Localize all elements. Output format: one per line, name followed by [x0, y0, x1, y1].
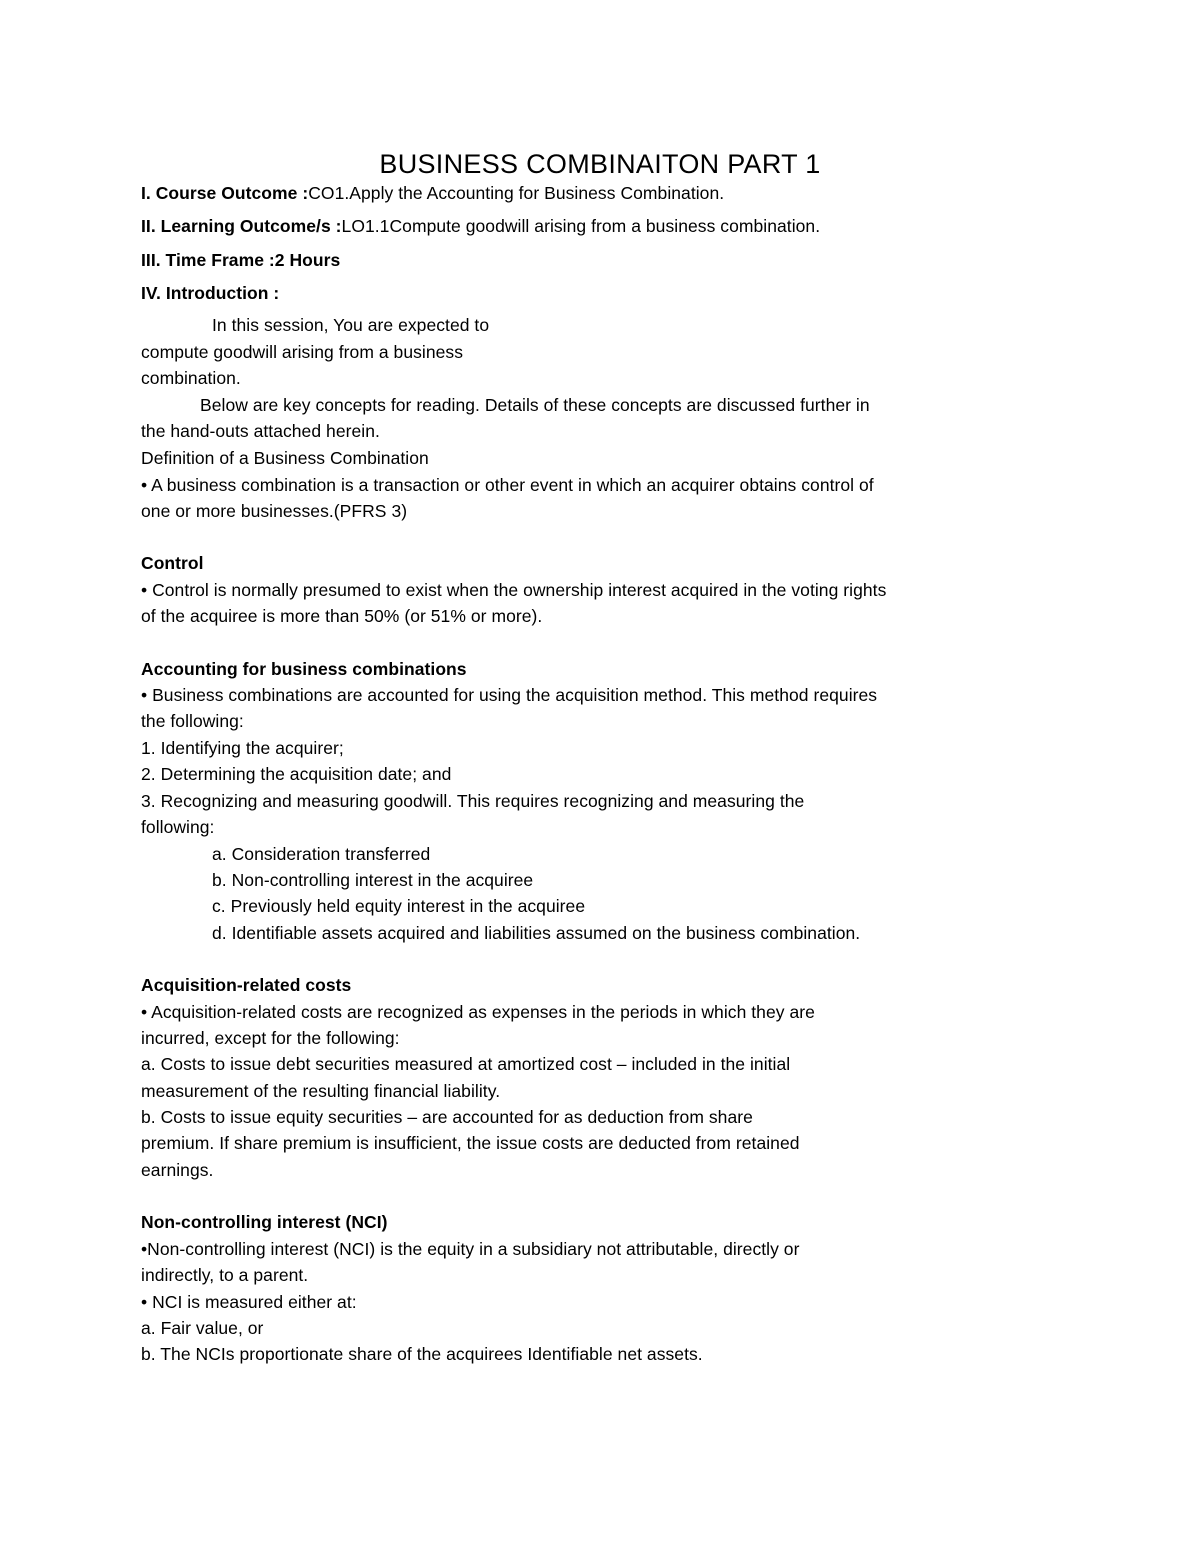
nci-line: •Non-controlling interest (NCI) is the equity in a subsidiary not attributable, directly or [141, 1239, 800, 1259]
nci-line: a. Fair value, or [141, 1318, 264, 1338]
acquisition-costs-line: measurement of the resulting financial liability. [141, 1081, 501, 1101]
acquisition-costs-line: b. Costs to issue equity securities – are accounted for as deduction from share [141, 1107, 753, 1127]
accounting-line: following: [141, 817, 215, 837]
course-outcome [141, 180, 724, 206]
acquisition-costs-line: a. Costs to issue debt securities measured at amortized cost – included in the initial [141, 1054, 791, 1074]
acquisition-costs-line: premium. If share premium is insufficient, the issue costs are deducted from retained [141, 1133, 800, 1153]
definition-heading: Definition of a Business Combination [141, 448, 429, 468]
control-line: of the acquiree is more than 50% (or 51% or more). [141, 606, 543, 626]
learning-outcome-text: LO1.1Compute goodwill arising from a business combination. [341, 216, 821, 236]
accounting-line: • Business combinations are accounted for using the acquisition method. This method requires [141, 685, 878, 705]
accounting-step: 2. Determining the acquisition date; and [141, 764, 452, 784]
course-outcome-text: CO1.Apply the Accounting for Business Combination. [308, 183, 725, 203]
nci-line: • NCI is measured either at: [141, 1292, 357, 1312]
accounting-line: the following: [141, 711, 244, 731]
accounting-sub-item: a. Consideration transferred [212, 844, 431, 864]
intro-line: Below are key concepts for reading. Details of these concepts are discussed further in [200, 395, 870, 415]
definition-line: • A business combination is a transaction or other event in which an acquirer obtains control of [141, 475, 874, 495]
acquisition-costs-line: • Acquisition-related costs are recognized as expenses in the periods in which they are [141, 1002, 815, 1022]
accounting-step: 3. Recognizing and measuring goodwill. This requires recognizing and measuring the [141, 791, 805, 811]
nci-line: b. The NCIs proportionate share of the acquirees Identifiable net assets. [141, 1344, 703, 1364]
accounting-step: 1. Identifying the acquirer; [141, 738, 344, 758]
document-title: BUSINESS COMBINAITON PART 1 [379, 149, 821, 179]
accounting-sub-item: c. Previously held equity interest in the acquiree [212, 896, 586, 916]
time-frame: III. Time Frame :2 Hours [141, 250, 341, 270]
acquisition-costs-line: earnings. [141, 1160, 214, 1180]
learning-outcome-label: II. Learning Outcome/s : [141, 216, 342, 236]
intro-line: combination. [141, 368, 241, 388]
definition-line: one or more businesses.(PFRS 3) [141, 501, 408, 521]
control-heading: Control [141, 553, 204, 573]
course-outcome-label: I. Course Outcome : [141, 183, 309, 203]
learning-outcome [141, 213, 820, 239]
introduction-heading: IV. Introduction : [141, 283, 280, 303]
intro-line: the hand-outs attached herein. [141, 421, 380, 441]
acquisition-costs-heading: Acquisition-related costs [141, 975, 352, 995]
nci-heading: Non-controlling interest (NCI) [141, 1212, 388, 1232]
nci-line: indirectly, to a parent. [141, 1265, 309, 1285]
intro-line: In this session, You are expected to [212, 315, 490, 335]
accounting-sub-item: b. Non-controlling interest in the acquiree [212, 870, 534, 890]
accounting-heading: Accounting for business combinations [141, 659, 467, 679]
intro-line: compute goodwill arising from a business [141, 342, 464, 362]
accounting-sub-item: d. Identifiable assets acquired and liabilities assumed on the business combination. [212, 923, 861, 943]
acquisition-costs-line: incurred, except for the following: [141, 1028, 400, 1048]
control-line: • Control is normally presumed to exist when the ownership interest acquired in the voting rights [141, 580, 887, 600]
